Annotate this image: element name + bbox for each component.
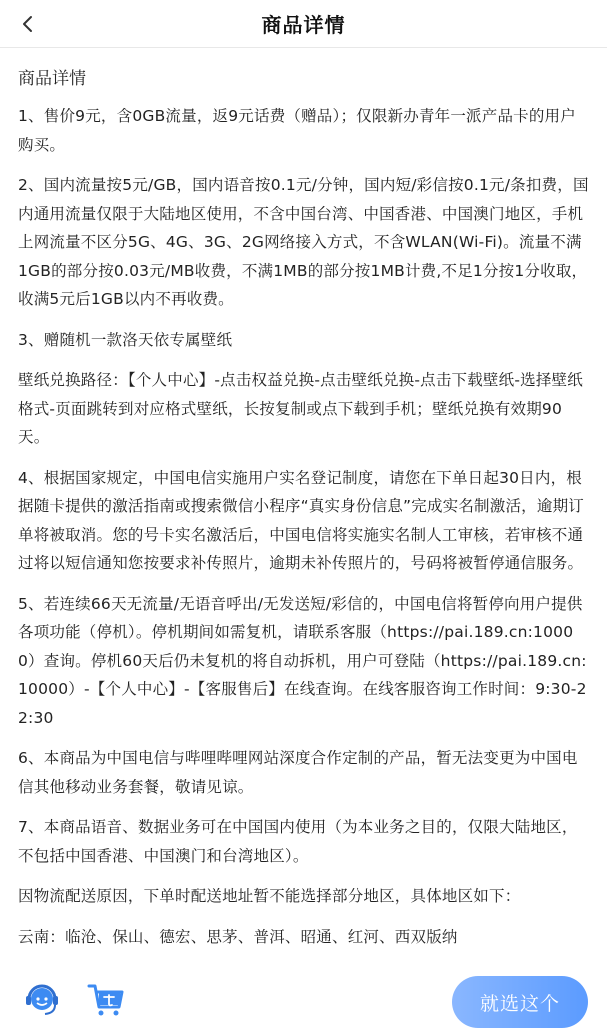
detail-paragraph-6: 6、本商品为中国电信与哔哩哔哩网站深度合作定制的产品，暂无法变更为中国电信其他移动业务套餐，敬请见谅。 — [18, 749, 578, 796]
detail-paragraph-regions: 云南：临沧、保山、德宏、思茅、普洱、昭通、红河、西双版纳 — [18, 927, 458, 946]
customer-service-button[interactable] — [22, 980, 62, 1020]
cart-button[interactable] — [86, 980, 126, 1020]
chevron-left-icon — [18, 14, 38, 34]
detail-paragraph-3: 3、赠随机一款洛天依专属壁纸 — [18, 330, 233, 349]
detail-paragraph-2: 2、国内流量按5元/GB，国内语音按0.1元/分钟，国内短/彩信按0.1元/条扣费，国内通用流量仅限于大陆地区使用，不含中国台湾、中国香港、中国澳门地区，手机上网流量不区分5G、4G、3G、2G网络接入方式，不含WLAN(Wi-Fi)。流量不满1GB的部分按0.03元/MB收费，不满1MB的部分按1MB计费,不足1分按1分收取，收满5元后1GB以内不再收费。 — [18, 176, 589, 308]
detail-paragraph-1: 1、售价9元，含0GB流量，返9元话费（赠品）；仅限新办青年一派产品卡的用户购买。 — [18, 107, 576, 154]
cart-icon — [86, 980, 126, 1020]
detail-paragraph-7: 7、本商品语音、数据业务可在中国国内使用（为本业务之目的，仅限大陆地区，不包括中国香港、中国澳门和台湾地区）。 — [18, 818, 578, 865]
nav-header — [0, 0, 607, 48]
page-title: 商品详情 — [261, 13, 346, 37]
section-title: 商品详情 — [18, 69, 86, 89]
product-detail-content[interactable] — [0, 48, 607, 968]
detail-paragraph-5: 5、若连续66天无流量/无语音呼出/无发送短/彩信的，中国电信将暂停向用户提供各项功能（停机）。停机期间如需复机，请联系客服（https://pai.189.cn:10000）查询。停机60天后仍未复机的将自动拆机，用户可登陆（https://pai.189.cn:10000）-【个人中心】-【客服售后】在线查询。在线客服咨询工作时间：9:30-22:30 — [18, 594, 587, 727]
detail-paragraph-4: 4、根据国家规定，中国电信实施用户实名登记制度，请您在下单日起30日内，根据随卡提供的激活指南或搜索微信小程序“真实身份信息”完成实名制激活，逾期订单将被取消。您的号卡实名激活后，中国电信将实施实名制人工审核，若审核不通过将以短信通知您按要求补传照片，逾期未补传照片的，号码将被暂停通信服务。 — [18, 468, 584, 572]
detail-paragraph-wallpaper: 壁纸兑换路径：【个人中心】-点击权益兑换-点击壁纸兑换-点击下载壁纸-选择壁纸格式-页面跳转到对应格式壁纸，长按复制或点下载到手机；壁纸兑换有效期90天。 — [18, 371, 583, 446]
customer-service-icon — [22, 980, 62, 1020]
choose-this-button[interactable]: 就选这个 — [452, 976, 588, 1028]
detail-paragraph-logistics: 因物流配送原因，下单时配送地址暂不能选择部分地区，具体地区如下： — [18, 887, 521, 905]
back-button[interactable] — [10, 6, 46, 42]
